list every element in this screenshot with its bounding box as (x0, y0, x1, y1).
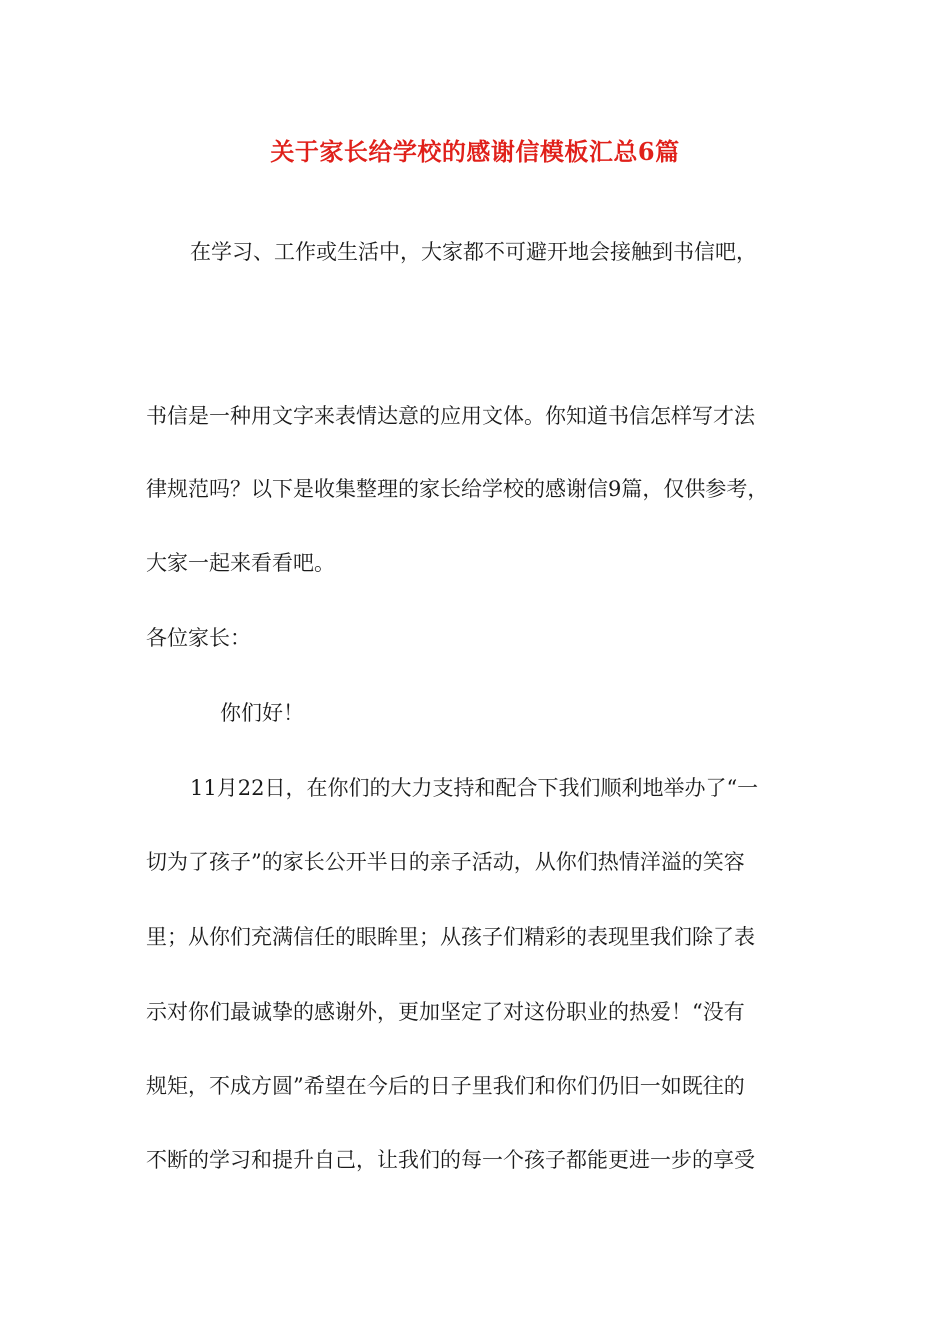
greeting: 你们好！ (220, 701, 304, 725)
body-line: 律规范吗？以下是收集整理的家长给学校的感谢信9篇，仅供参考， (146, 477, 769, 501)
body-line: 大家一起来看看吧。 (146, 551, 335, 575)
body-line: 切为了孩子”的家长公开半日的亲子活动，从你们热情洋溢的笑容 (146, 850, 745, 874)
body-line: 11月22日，在你们的大力支持和配合下我们顺利地举办了“一 (190, 776, 759, 800)
body-line: 规矩，不成方圆”希望在今后的日子里我们和你们仍旧一如既往的 (146, 1074, 745, 1098)
document-title: 关于家长给学校的感谢信模板汇总6篇 (270, 137, 680, 166)
body-line: 里；从你们充满信任的眼眸里；从孩子们精彩的表现里我们除了表 (146, 925, 755, 949)
salutation: 各位家长： (146, 626, 251, 650)
body-line: 示对你们最诚挚的感谢外，更加坚定了对这份职业的热爱！“没有 (146, 1000, 745, 1024)
body-line: 书信是一种用文字来表情达意的应用文体。你知道书信怎样写才法 (146, 404, 755, 428)
body-line: 不断的学习和提升自己，让我们的每一个孩子都能更进一步的享受 (146, 1148, 755, 1172)
body-line: 在学习、工作或生活中，大家都不可避开地会接触到书信吧， (190, 240, 757, 264)
